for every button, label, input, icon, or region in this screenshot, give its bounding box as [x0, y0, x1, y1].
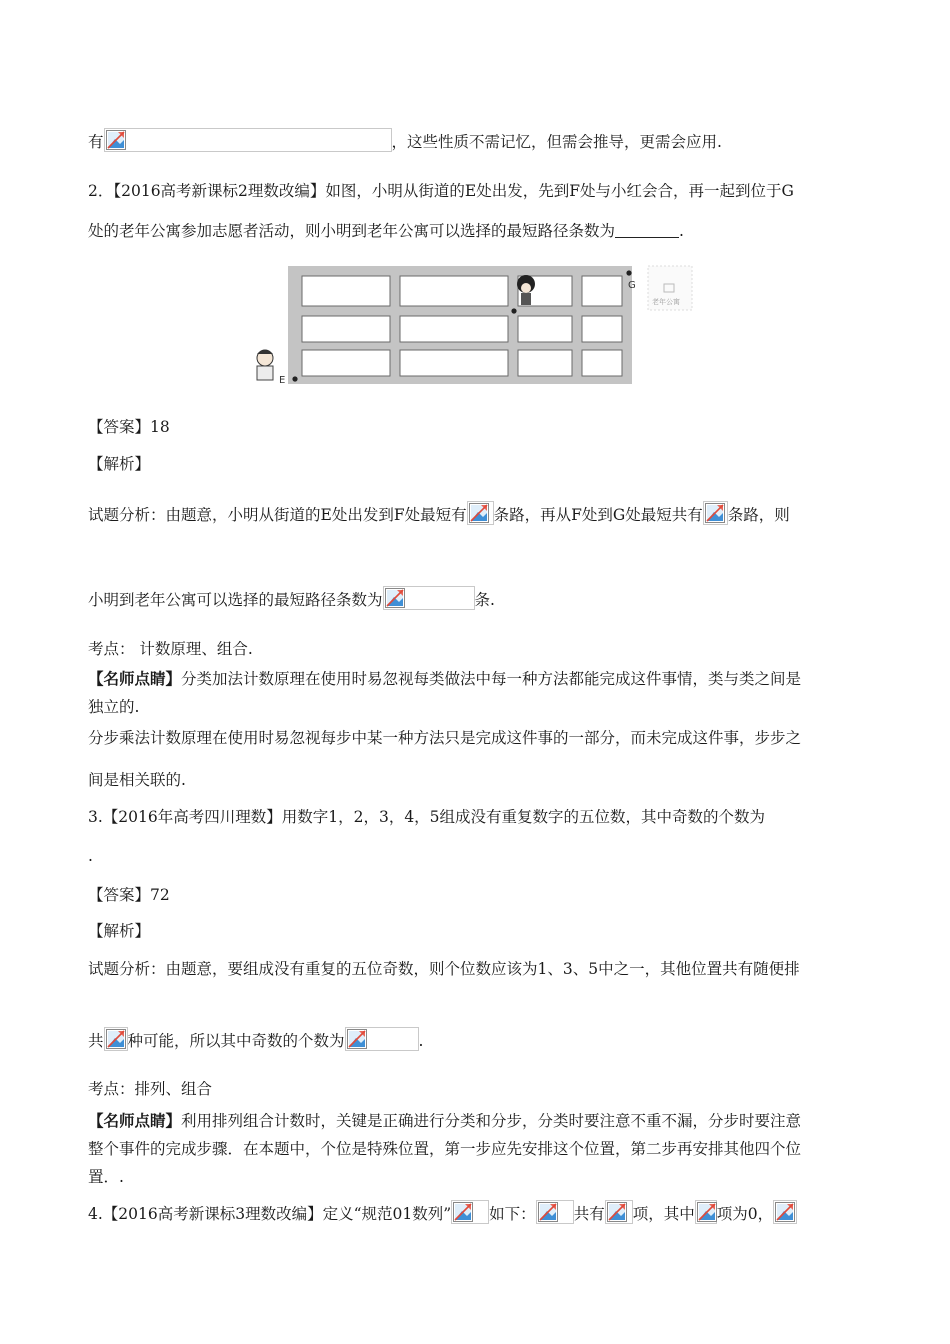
broken-image-icon [347, 1029, 367, 1049]
q2-line2 [88, 220, 684, 242]
building-label: 老年公寓 [652, 298, 680, 306]
q2-line2-end: . [679, 222, 684, 240]
formula-image-placeholder [345, 1027, 419, 1051]
q3-line1: 3.【2016年高考四川理数】用数字1，2，3，4，5组成没有重复数字的五位数，其中奇数的个数为 [88, 808, 766, 826]
q4-part2: 如下： [489, 1205, 536, 1223]
broken-image-icon [106, 130, 126, 150]
q2-analysis-line2 [88, 586, 495, 611]
q2-line1: 2．【2016高考新课标2理数改编】如图，小明从街道的E处出发，先到F处与小红会合，再一起到位于G [88, 182, 794, 200]
formula-image-placeholder [773, 1200, 797, 1224]
q2-line2-text: 处的老年公寓参加志愿者活动，则小明到老年公寓可以选择的最短路径条数为 [88, 222, 616, 240]
formula-image-placeholder [104, 128, 392, 152]
q2-tip-line4: 间是相关联的. [88, 771, 186, 789]
tip-label: 【名师点睛】 [88, 669, 182, 688]
formula-image-placeholder [703, 501, 728, 525]
point-e-dot [292, 376, 297, 381]
q2-tip-1: 分类加法计数原理在使用时易忽视每类做法中每一种方法都能完成这件事情，类与类之间是 [181, 670, 802, 688]
formula-image-placeholder [536, 1200, 574, 1224]
q3-analysis-line1: 试题分析：由题意，要组成没有重复的五位奇数，则个位数应该为1、3、5中之一，其他位置共有随便排 [88, 960, 800, 978]
broken-image-icon [775, 1202, 795, 1222]
q3-kaodian: 考点：排列、组合 [88, 1080, 213, 1098]
answer-value: 18 [150, 418, 170, 436]
broken-image-icon [385, 588, 405, 608]
boy-figure-icon [257, 350, 273, 380]
broken-image-icon [106, 1029, 126, 1049]
intro-line [88, 128, 722, 153]
formula-image-placeholder [383, 586, 475, 610]
q4-part5: 项为0， [716, 1205, 774, 1223]
q2-analysis-label: 【解析】 [88, 455, 151, 473]
tip-label: 【名师点睛】 [88, 1111, 182, 1130]
broken-image-icon [453, 1202, 473, 1222]
intro-pre-text: 有 [88, 133, 104, 151]
formula-image-placeholder [605, 1200, 633, 1224]
q2-tip-line2: 独立的. [88, 698, 140, 716]
q3-analysis-line2 [88, 1027, 423, 1052]
building-icon [648, 266, 692, 310]
q3-tip-line3: 置．. [88, 1168, 124, 1186]
q3-answer [88, 884, 170, 906]
q3-analysis-2a: 共 [88, 1032, 104, 1050]
point-g-dot [626, 270, 631, 275]
q2-kaodian: 考点： 计数原理、组合. [88, 640, 253, 658]
q3-analysis-2c: . [418, 1032, 424, 1050]
point-f-dot [511, 308, 516, 313]
formula-image-placeholder [451, 1200, 489, 1224]
q2-tip-line1 [88, 668, 801, 690]
broken-image-icon [607, 1202, 627, 1222]
intro-post-text: ，这些性质不需记忆，但需会推导，更需会应用. [391, 133, 722, 151]
q4-part3: 共有 [573, 1205, 605, 1223]
q2-analysis-2b: 条. [474, 591, 495, 609]
broken-image-icon [538, 1202, 558, 1222]
formula-image-placeholder [467, 501, 494, 525]
q2-analysis-1b: 条路，再从F处到G处最短共有 [493, 506, 703, 524]
formula-image-placeholder [695, 1200, 717, 1224]
formula-image-placeholder [104, 1027, 128, 1051]
q2-analysis-line1 [88, 501, 790, 526]
q3-analysis-2b: 种可能，所以其中奇数的个数为 [127, 1032, 345, 1050]
q3-analysis-label: 【解析】 [88, 922, 151, 940]
q3-tip-1: 利用排列组合计数时，关键是正确进行分类和分步，分类时要注意不重不漏，分步时要注意 [181, 1112, 802, 1130]
q3-line2: . [88, 847, 93, 865]
street-grid-figure [250, 262, 700, 392]
q4-part4: 项，其中 [632, 1205, 695, 1223]
q2-analysis-2a: 小明到老年公寓可以选择的最短路径条数为 [88, 591, 383, 609]
q2-tip-line3: 分步乘法计数原理在使用时易忽视每步中某一种方法只是完成这件事的一部分，而未完成这件事，步步之 [88, 729, 802, 747]
label-g: G [628, 280, 636, 291]
q2-answer [88, 416, 170, 438]
answer-blank [615, 221, 679, 238]
q4-part1: 4.【2016高考新课标3理数改编】定义“规范01数列” [88, 1205, 452, 1223]
answer-label: 【答案】 [88, 886, 151, 904]
label-e: E [279, 375, 286, 386]
answer-label: 【答案】 [88, 418, 151, 436]
q2-analysis-1a: 试题分析：由题意，小明从街道的E处出发到F处最短有 [88, 506, 467, 524]
q2-analysis-1c: 条路，则 [727, 506, 790, 524]
q3-tip-line2: 整个事件的完成步骤．在本题中，个位是特殊位置，第一步应先安排这个位置，第二步再安排其他四个位 [88, 1140, 802, 1158]
q4-line1 [88, 1200, 797, 1225]
answer-value: 72 [150, 886, 170, 904]
broken-image-icon [697, 1202, 717, 1222]
broken-image-icon [705, 503, 725, 523]
q3-tip-line1 [88, 1110, 801, 1132]
broken-image-icon [469, 503, 489, 523]
